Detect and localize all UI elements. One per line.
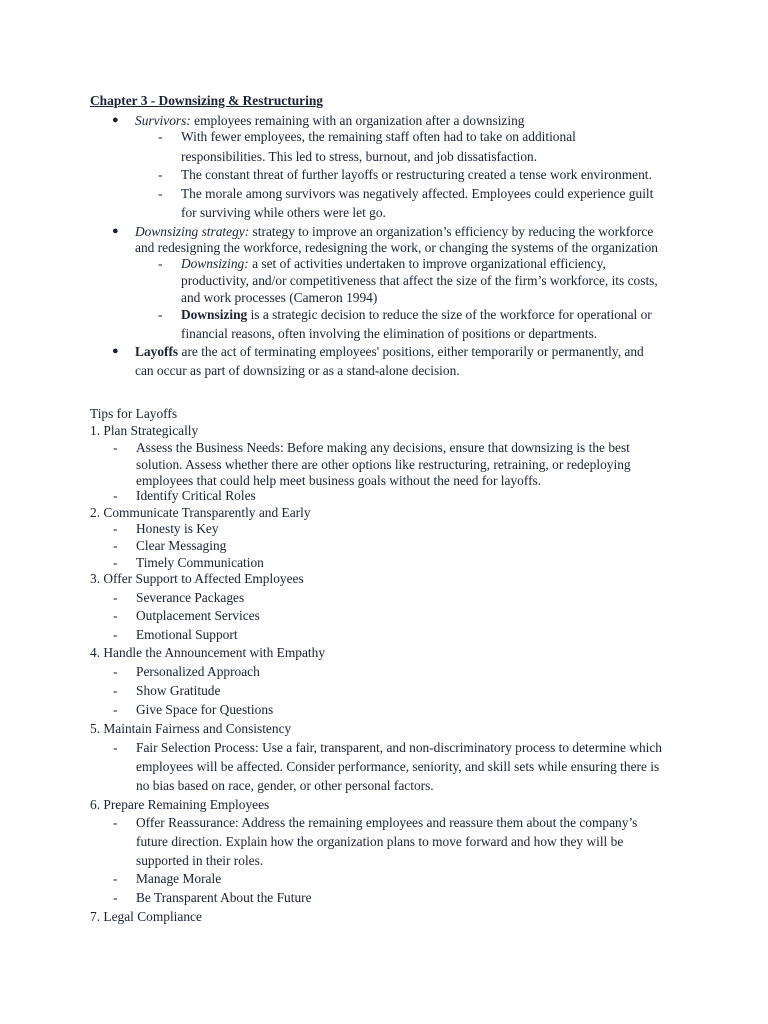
survivors-sub-1-line-1: With fewer employees, the remaining staff often had to take on additional [181, 129, 576, 144]
tip-5a-line-3: no bias based on race, gender, or other personal factors. [136, 778, 434, 793]
tip-4-heading: 4. Handle the Announcement with Empathy [90, 645, 326, 660]
tip-1-heading: 1. Plan Strategically [90, 423, 199, 438]
dash-marker: - [113, 702, 118, 717]
dash-marker: - [113, 440, 118, 455]
downsizing-strategy-definition [135, 223, 653, 240]
tip-7-heading: 7. Legal Compliance [90, 909, 202, 924]
dash-marker: - [158, 129, 163, 144]
downsizing-sub-2-line-2: financial reasons, often involving the elimination of positions or departments. [181, 326, 598, 341]
tip-5a-line-1: Fair Selection Process: Use a fair, transparent, and non-discriminatory process to determine which [136, 740, 663, 755]
survivors-definition [135, 112, 524, 129]
dash-marker: - [113, 664, 118, 679]
dash-marker: - [113, 555, 118, 570]
downsizing-term: Downsizing: [181, 256, 249, 271]
tip-2-heading: 2. Communicate Transparently and Early [90, 505, 311, 520]
dash-marker: - [113, 488, 118, 503]
bullet-icon: ● [112, 345, 119, 357]
tip-1a-line-1: Assess the Business Needs: Before making any decisions, ensure that downsizing is the best [136, 440, 630, 455]
tip-6a-line-2: future direction. Explain how the organization plans to move forward and how they will be [136, 834, 624, 849]
dash-marker: - [113, 590, 118, 605]
tip-5a-line-2: employees will be affected. Consider performance, seniority, and skill sets while ensuring there is [136, 759, 660, 774]
survivors-sub-3-line-1: The morale among survivors was negatively affected. Employees could experience guilt [181, 186, 654, 201]
dash-marker: - [113, 627, 118, 642]
tip-5-heading: 5. Maintain Fairness and Consistency [90, 721, 292, 736]
dash-marker: - [158, 307, 163, 322]
dash-marker: - [113, 608, 118, 623]
layoffs-definition-line-1 [135, 343, 644, 360]
chapter-heading: Chapter 3 - Downsizing & Restructuring [90, 93, 323, 108]
tip-1a-line-3: employees that could help meet business goals without the need for layoffs. [136, 473, 542, 488]
bullet-icon: ● [112, 114, 119, 126]
downsizing-sub-1-text: a set of activities undertaken to improve organizational efficiency, [248, 256, 606, 271]
survivors-sub-2: The constant threat of further layoffs or restructuring created a tense work environment. [181, 167, 652, 182]
dash-marker: - [158, 167, 163, 182]
tip-4c: Give Space for Questions [136, 702, 274, 717]
dash-marker: - [113, 815, 118, 830]
tip-4a: Personalized Approach [136, 664, 260, 679]
dash-marker: - [158, 256, 163, 271]
layoffs-term: Layoffs [135, 344, 179, 359]
dash-marker: - [113, 683, 118, 698]
tip-6b: Manage Morale [136, 871, 222, 886]
tip-6c: Be Transparent About the Future [136, 890, 312, 905]
downsizing-sub-2-line-1 [181, 306, 652, 323]
dash-marker: - [158, 186, 163, 201]
dash-marker: - [113, 890, 118, 905]
tip-1b: Identify Critical Roles [136, 488, 256, 503]
downsizing-bold-term: Downsizing [181, 307, 248, 322]
tip-3c: Emotional Support [136, 627, 238, 642]
dash-marker: - [113, 871, 118, 886]
tip-2a: Honesty is Key [136, 521, 219, 536]
downsizing-strategy-line-2: and redesigning the workforce, redesigning the work, or changing the systems of the organization [135, 240, 658, 255]
tip-3a: Severance Packages [136, 590, 245, 605]
layoffs-text: are the act of terminating employees' positions, either temporarily or permanently, and [178, 344, 644, 359]
survivors-sub-1-line-2: responsibilities. This led to stress, burnout, and job dissatisfaction. [181, 149, 538, 164]
downsizing-strategy-text: strategy to improve an organization’s efficiency by reducing the workforce [249, 224, 654, 239]
bullet-icon: ● [112, 225, 119, 237]
tip-3-heading: 3. Offer Support to Affected Employees [90, 571, 304, 586]
survivors-text: employees remaining with an organization after a downsizing [190, 113, 525, 128]
downsizing-sub-1-line-1 [181, 255, 606, 272]
dash-marker: - [113, 521, 118, 536]
dash-marker: - [113, 740, 118, 755]
tip-6a-line-1: Offer Reassurance: Address the remaining employees and reassure them about the company’s [136, 815, 638, 830]
tip-1a-line-2: solution. Assess whether there are other options like restructuring, retraining, or redeploying [136, 457, 631, 472]
survivors-term: Survivors: [135, 113, 191, 128]
tip-6a-line-3: supported in their roles. [136, 853, 264, 868]
tips-title: Tips for Layoffs [90, 406, 178, 421]
layoffs-definition-line-2: can occur as part of downsizing or as a stand-alone decision. [135, 363, 460, 378]
tip-2c: Timely Communication [136, 555, 264, 570]
downsizing-sub-1-line-3: and work processes (Cameron 1994) [181, 290, 378, 305]
tip-2b: Clear Messaging [136, 538, 227, 553]
downsizing-strategy-term: Downsizing strategy: [135, 224, 250, 239]
tip-4b: Show Gratitude [136, 683, 221, 698]
survivors-sub-3-line-2: for surviving while others were let go. [181, 205, 386, 220]
downsizing-sub-1-line-2: productivity, and/or competitiveness that affect the size of the firm’s workforce, its costs, [181, 273, 658, 288]
tip-3b: Outplacement Services [136, 608, 260, 623]
dash-marker: - [113, 538, 118, 553]
downsizing-sub-2-text: is a strategic decision to reduce the size of the workforce for operational or [247, 307, 652, 322]
tip-6-heading: 6. Prepare Remaining Employees [90, 797, 270, 812]
